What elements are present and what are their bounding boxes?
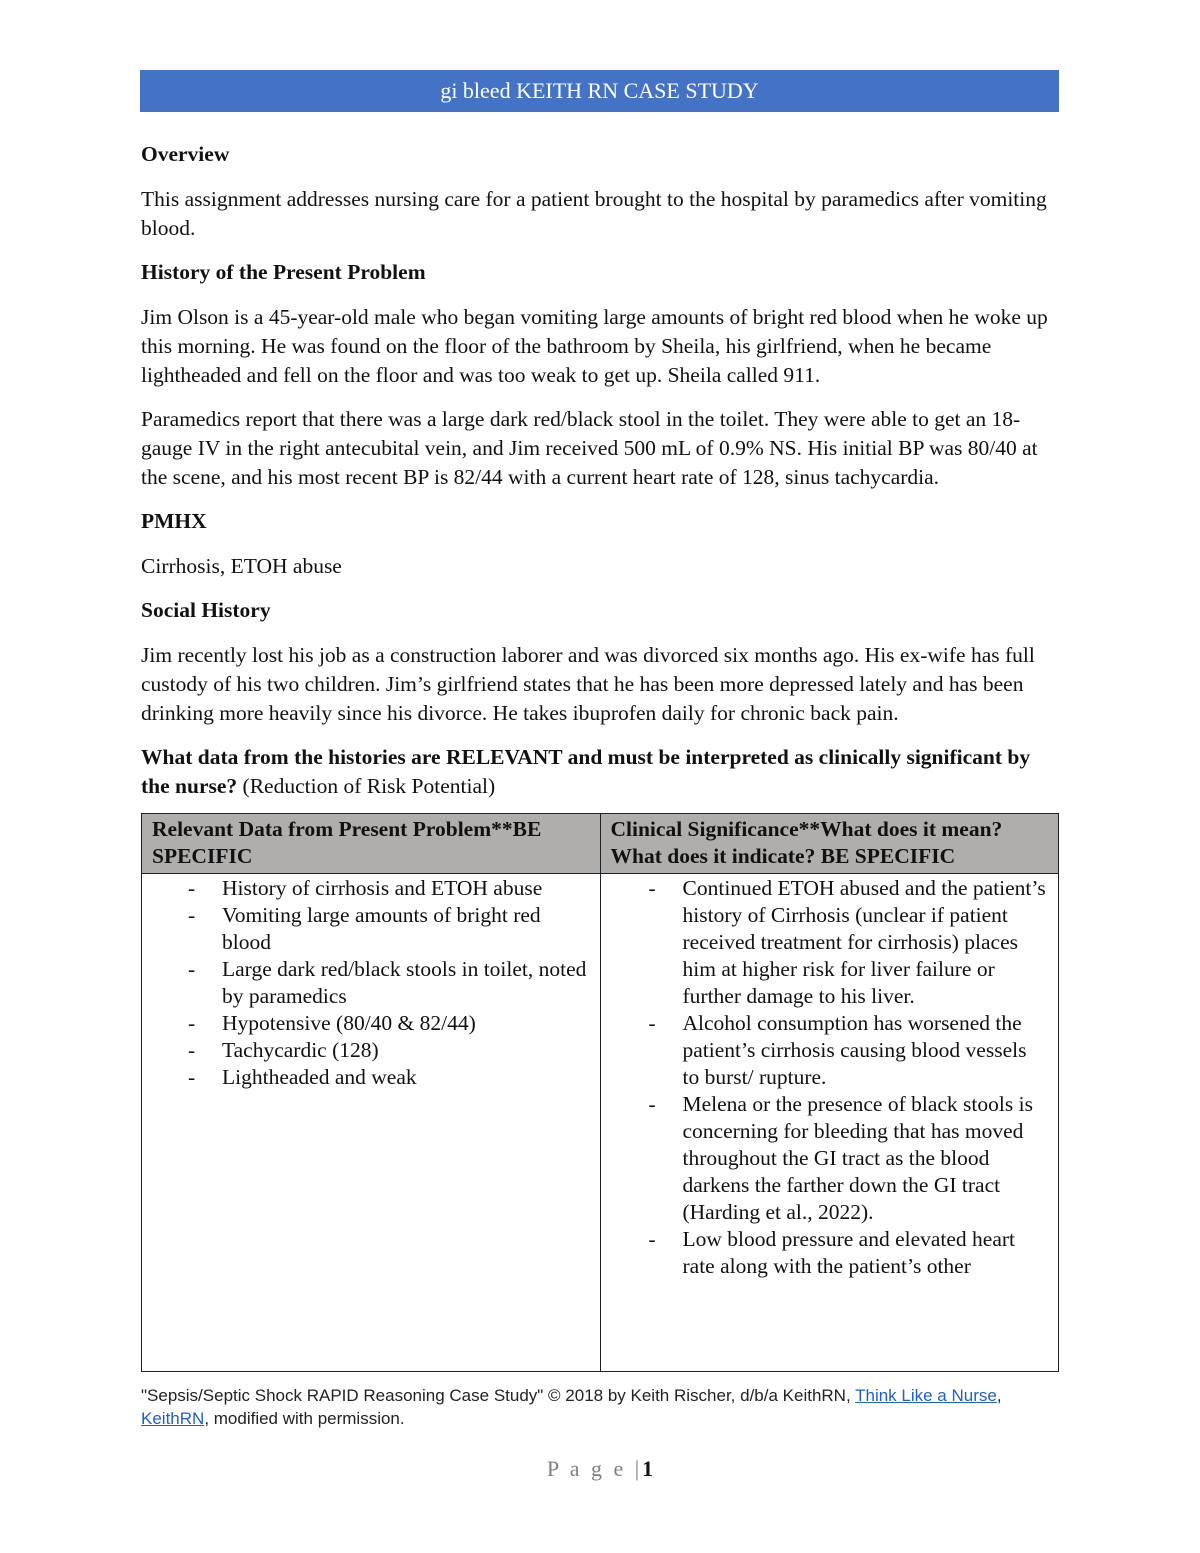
list-item: - Lightheaded and weak xyxy=(152,1064,590,1091)
page-number-value: 1 xyxy=(642,1456,654,1481)
social-history-heading: Social History xyxy=(141,598,271,622)
question-bold-text: What data from the histories are RELEVANT and must be interpreted as clinically significant by the nurse? xyxy=(141,745,1031,798)
page-label: P a g e | xyxy=(546,1456,643,1481)
footer-text-end: , modified with permission. xyxy=(204,1409,405,1428)
list-item: - Alcohol consumption has worsened the patient’s cirrhosis causing blood vessels to burst/ rupture. xyxy=(611,1010,1049,1091)
list-item: - Low blood pressure and elevated heart rate along with the patient’s other xyxy=(611,1226,1049,1280)
relevant-data-cell xyxy=(142,874,601,1372)
list-item: - Vomiting large amounts of bright red blood xyxy=(152,902,590,956)
list-item: - Continued ETOH abused and the patient’s history of Cirrhosis (unclear if patient received treatment for cirrhosis) places him at higher risk for liver failure or further damage to his liver. xyxy=(611,875,1049,1010)
list-item: - Hypotensive (80/40 & 82/44) xyxy=(152,1010,590,1037)
list-item: - Tachycardic (128) xyxy=(152,1037,590,1064)
history-paragraph-2: Paramedics report that there was a large dark red/black stool in the toilet. They were able to get an 18-gauge IV in the right antecubital vein, and Jim received 500 mL of 0.9% NS. His initial BP was 80/40 at the scene, and his most recent BP is 82/44 with a current heart rate of 128, sinus tachycardia. xyxy=(141,407,1038,489)
pmhx-heading: PMHX xyxy=(141,509,207,533)
clinical-significance-cell xyxy=(600,874,1059,1372)
document-body xyxy=(141,140,1061,1372)
footer-attribution: "Sepsis/Septic Shock RAPID Reasoning Case Study" © 2018 by Keith Rischer, d/b/a KeithRN, Think Like a Nurse, KeithRN, modified with permission. xyxy=(141,1386,1002,1428)
relevant-data-question xyxy=(141,743,1061,801)
history-heading: History of the Present Problem xyxy=(141,260,426,284)
pmhx-text: Cirrhosis, ETOH abuse xyxy=(141,554,342,578)
think-like-a-nurse-link[interactable]: Think Like a Nurse xyxy=(855,1386,997,1405)
list-item: - Large dark red/black stools in toilet, noted by paramedics xyxy=(152,956,590,1010)
table-row xyxy=(142,874,1059,1372)
footer-text: "Sepsis/Septic Shock RAPID Reasoning Case Study" © 2018 by Keith Rischer, d/b/a KeithRN, xyxy=(141,1386,851,1405)
table-header-row xyxy=(142,814,1059,874)
list-item: - Melena or the presence of black stools is concerning for bleeding that has moved throughout the GI tract as the blood darkens the farther down the GI tract (Harding et al., 2022). xyxy=(611,1091,1049,1226)
relevant-data-list xyxy=(152,875,590,1091)
table-header-relevant-data: Relevant Data from Present Problem**BE SPECIFIC xyxy=(142,814,601,874)
history-paragraph-1: Jim Olson is a 45-year-old male who began vomiting large amounts of bright red blood when he woke up this morning. He was found on the floor of the bathroom by Sheila, his girlfriend, when he became lightheaded and fell on the floor and was too weak to get up. Sheila called 911. xyxy=(141,305,1048,387)
overview-heading: Overview xyxy=(141,142,230,166)
list-item: - History of cirrhosis and ETOH abuse xyxy=(152,875,590,902)
question-note: (Reduction of Risk Potential) xyxy=(242,774,496,798)
social-history-text: Jim recently lost his job as a construction laborer and was divorced six months ago. His ex-wife has full custody of his two children. Jim’s girlfriend states that he has been more depressed lately and has been drinking more heavily since his divorce. He takes ibuprofen daily for chronic back pain. xyxy=(141,643,1035,725)
document-title: gi bleed KEITH RN CASE STUDY xyxy=(440,78,759,103)
overview-text: This assignment addresses nursing care for a patient brought to the hospital by paramedics after vomiting blood. xyxy=(141,187,1047,240)
header-bar xyxy=(140,70,1059,112)
clinical-significance-list xyxy=(611,875,1049,1280)
page-number xyxy=(0,1456,1200,1482)
keithrn-link[interactable]: KeithRN xyxy=(141,1409,205,1428)
table-header-clinical-significance: Clinical Significance**What does it mean? What does it indicate? BE SPECIFIC xyxy=(600,814,1059,874)
relevant-data-table xyxy=(141,813,1059,1372)
